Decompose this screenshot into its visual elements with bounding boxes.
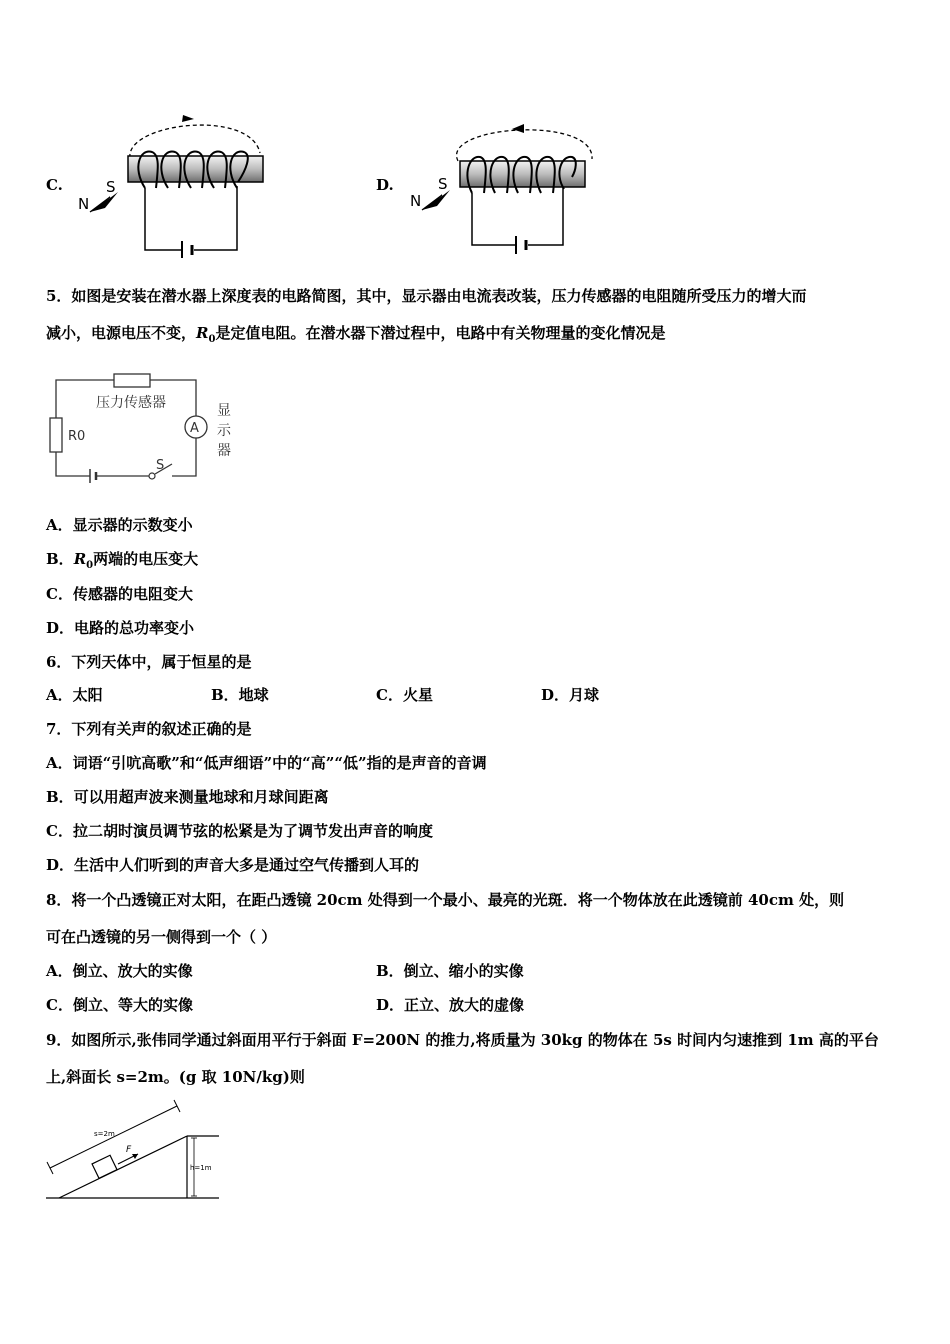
q6-stem: 6．下列天体中，属于恒星的是 bbox=[46, 653, 252, 671]
pole-n-label: N bbox=[410, 192, 422, 210]
iron-core bbox=[128, 156, 263, 182]
display-label-char: 器 bbox=[217, 443, 231, 459]
q8-option-b: B．倒立、缩小的实像 bbox=[376, 962, 524, 980]
option-prefix: B． bbox=[46, 550, 74, 568]
q8-stem-line2: 可在凸透镜的另一侧得到一个（ ） bbox=[46, 928, 277, 946]
field-line bbox=[130, 125, 260, 158]
q7-option-d: D．生活中人们听到的声音大多是通过空气传播到人耳的 bbox=[46, 856, 420, 874]
length-label: s=2m bbox=[94, 1130, 115, 1138]
circuit-wire bbox=[472, 193, 516, 245]
field-arrow-left-icon bbox=[512, 124, 524, 133]
solenoid-figure-d bbox=[400, 115, 610, 255]
option-c-label: C. bbox=[46, 176, 63, 194]
pole-n-label: N bbox=[78, 195, 90, 213]
circuit-wire bbox=[145, 188, 182, 250]
q5-stem-line1: 5．如图是安装在潜水器上深度表的电路简图，其中，显示器由电流表改装，压力传感器的电阻随所受压力的增大而 bbox=[46, 287, 807, 305]
q8-option-d: D．正立、放大的虚像 bbox=[376, 996, 525, 1014]
r0-symbol: R bbox=[73, 550, 87, 568]
field-arrow-right-icon bbox=[182, 115, 194, 122]
q8-stem-line1: 8．将一个凸透镜正对太阳，在距凸透镜 20cm 处得到一个最小、最亮的光斑．将一个物体放在此透镜前 40cm 处，则 bbox=[46, 891, 845, 909]
circuit-wire bbox=[194, 186, 237, 250]
force-label: F bbox=[126, 1145, 132, 1155]
pole-s-label: S bbox=[106, 178, 116, 196]
pole-s-label: S bbox=[438, 175, 448, 193]
r0-subscript: 0 bbox=[86, 560, 94, 571]
q7-option-a: A．词语“引吭高歌”和“低声细语”中的“高”“低”指的是声音的音调 bbox=[46, 754, 487, 772]
r0-subscript: 0 bbox=[208, 334, 216, 345]
q9-stem-line1: 9．如图所示,张伟同学通过斜面用平行于斜面 F=200N 的推力,将质量为 30kg 的物体在 5s 时间内匀速推到 1m 高的平台 bbox=[46, 1031, 879, 1049]
compass-needle-icon bbox=[422, 190, 450, 210]
q5-option-b bbox=[46, 549, 198, 576]
r0-resistor bbox=[50, 418, 62, 452]
ammeter-label: A bbox=[190, 421, 199, 436]
q6-option-d: D．月球 bbox=[541, 686, 600, 704]
solenoid-figure-c bbox=[70, 108, 280, 258]
circuit-wire bbox=[528, 187, 563, 245]
q7-option-c: C．拉二胡时演员调节弦的松紧是为了调节发出声音的响度 bbox=[46, 822, 433, 840]
iron-core bbox=[460, 161, 585, 187]
circuit-wire bbox=[56, 452, 90, 476]
q5-stem-line2 bbox=[46, 323, 665, 350]
display-label-char: 示 bbox=[217, 423, 231, 439]
switch-pivot bbox=[149, 473, 155, 479]
pressure-sensor-resistor bbox=[114, 374, 150, 387]
height-label: h=1m bbox=[190, 1164, 212, 1172]
pressure-sensor-label: 压力传感器 bbox=[96, 395, 166, 411]
q7-stem: 7．下列有关声的叙述正确的是 bbox=[46, 720, 252, 738]
q5-option-d: D．电路的总功率变小 bbox=[46, 619, 195, 637]
option-d-label: D. bbox=[376, 176, 394, 194]
switch-label: S bbox=[156, 458, 165, 473]
q6-option-b: B．地球 bbox=[211, 686, 269, 704]
block bbox=[92, 1155, 117, 1178]
q5-option-c: C．传感器的电阻变大 bbox=[46, 585, 193, 603]
q8-option-c: C．倒立、等大的实像 bbox=[46, 996, 193, 1014]
r0-label: R0 bbox=[68, 429, 86, 444]
incline-figure bbox=[44, 1098, 224, 1202]
dimension-tick bbox=[174, 1100, 180, 1112]
q5-stem-text: 是定值电阻。在潜水器下潜过程中，电路中有关物理量的变化情况是 bbox=[215, 324, 666, 342]
q8-option-a: A．倒立、放大的实像 bbox=[46, 962, 193, 980]
incline-surface bbox=[59, 1136, 187, 1198]
circuit-wire bbox=[172, 438, 196, 476]
q6-option-c: C．火星 bbox=[376, 686, 433, 704]
r0-symbol: R bbox=[196, 324, 209, 342]
depth-gauge-circuit-figure bbox=[46, 366, 246, 486]
q5-stem-text: 减小，电源电压不变， bbox=[46, 324, 197, 342]
dimension-tick bbox=[47, 1162, 53, 1174]
q6-option-a: A．太阳 bbox=[46, 686, 103, 704]
q9-stem-line2: 上,斜面长 s=2m。(g 取 10N/kg)则 bbox=[46, 1068, 305, 1086]
q7-option-b: B．可以用超声波来测量地球和月球间距离 bbox=[46, 788, 329, 806]
option-text: 两端的电压变大 bbox=[93, 550, 199, 568]
q5-option-a: A．显示器的示数变小 bbox=[46, 516, 193, 534]
display-label-char: 显 bbox=[217, 403, 231, 419]
